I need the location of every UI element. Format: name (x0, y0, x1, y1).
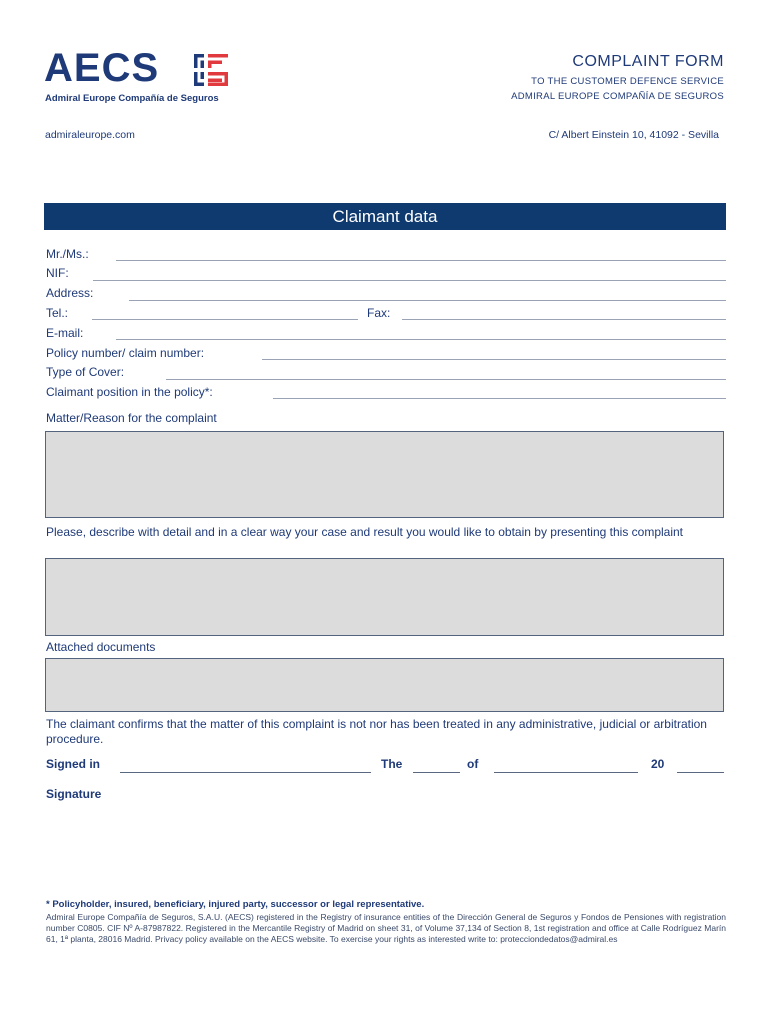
input-line-year[interactable] (677, 772, 724, 773)
input-line-claimant-position[interactable] (273, 398, 726, 399)
label-tel: Tel.: (46, 306, 69, 320)
confirmation-statement: The claimant confirms that the matter of this complaint is not nor has been treated in any administrative, judicial or arbitration procedure. (46, 717, 707, 746)
signature-area[interactable] (46, 805, 726, 890)
label-of-month: of (467, 757, 479, 771)
label-claimant-position: Claimant position in the policy*: (46, 385, 213, 399)
input-line-tel[interactable] (92, 319, 358, 320)
form-subtitle-recipient: TO THE CUSTOMER DEFENCE SERVICE (531, 76, 724, 87)
input-line-policy-number[interactable] (262, 359, 726, 360)
input-line-email[interactable] (116, 339, 726, 340)
company-logo-subtitle: Admiral Europe Compañía de Seguros (45, 93, 219, 104)
company-address: C/ Albert Einstein 10, 41092 - Sevilla (548, 129, 719, 141)
input-line-nif[interactable] (93, 280, 726, 281)
label-describe-case: Please, describe with detail and in a clear way your case and result you would like to obtain by presenting this complaint (46, 525, 684, 539)
section-banner-claimant-data: Claimant data (44, 203, 726, 230)
label-signed-in: Signed in (46, 757, 100, 771)
input-line-month[interactable] (494, 772, 638, 773)
textarea-describe-case[interactable] (45, 558, 724, 636)
company-logo-text: AECS (44, 46, 160, 90)
label-fax: Fax: (367, 306, 391, 320)
company-website: admiraleurope.com (45, 129, 135, 141)
label-address: Address: (46, 286, 94, 300)
label-attached-documents: Attached documents (46, 640, 156, 654)
form-title: COMPLAINT FORM (572, 53, 724, 70)
label-nif: NIF: (46, 266, 69, 280)
input-line-signed-place[interactable] (120, 772, 371, 773)
input-line-fax[interactable] (402, 319, 726, 320)
label-email: E-mail: (46, 326, 84, 340)
label-the-day: The (381, 757, 403, 771)
input-line-type-of-cover[interactable] (166, 379, 726, 380)
footnote-claimant-position: * Policyholder, insured, beneficiary, injured party, successor or legal representative. (46, 899, 425, 910)
textarea-attached-documents[interactable] (45, 658, 724, 712)
label-policy-number: Policy number/ claim number: (46, 346, 205, 360)
company-logo-mark-icon (194, 54, 230, 88)
label-matter: Matter/Reason for the complaint (46, 411, 217, 425)
input-line-day[interactable] (413, 772, 460, 773)
form-subtitle-company: ADMIRAL EUROPE COMPAÑÍA DE SEGUROS (511, 91, 724, 102)
label-name: Mr./Ms.: (46, 247, 89, 261)
label-signature: Signature (46, 787, 102, 801)
label-year-prefix: 20 (651, 757, 665, 771)
textarea-matter[interactable] (45, 431, 724, 518)
input-line-name[interactable] (116, 260, 726, 261)
label-type-of-cover: Type of Cover: (46, 365, 125, 379)
legal-notice: Admiral Europe Compañía de Seguros, S.A.U. (AECS) registered in the Registry of insurance entities of the Dirección General de Seguros y Fondos de Pensiones with registration number C0805. CIF Nº A-87987822. Registered in the Mercantile Registry of Madrid on sheet 31, of Volume 37,134 of Section 8, 1st registration and office at Calle Rodríguez Marín 61, 1ª planta, 28016 Madrid. Privacy policy available on the AECS website. To exercise your rights as interested write to: protecciondedatos@admiral.es (46, 912, 726, 944)
input-line-address[interactable] (129, 300, 726, 301)
